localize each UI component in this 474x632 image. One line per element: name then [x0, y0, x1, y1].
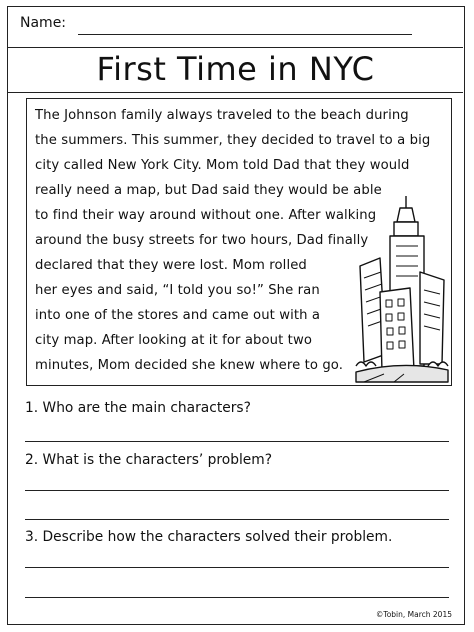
story-line: really need a map, but Dad said they would be able: [35, 183, 382, 198]
story-line: declared that they were lost. Mom rolled: [35, 258, 307, 273]
answer-line-1[interactable]: [25, 441, 449, 442]
copyright-text: ©Tobin, March 2015: [375, 610, 452, 619]
answer-line-3a[interactable]: [25, 567, 449, 568]
story-line: city called New York City. Mom told Dad that they would: [35, 158, 410, 173]
story-line: around the busy streets for two hours, Dad finally: [35, 233, 369, 248]
story-line: into one of the stores and came out with a: [35, 308, 321, 323]
worksheet-page: [7, 6, 465, 625]
story-passage: [26, 98, 452, 386]
title-bar: [8, 47, 463, 93]
story-line: The Johnson family always traveled to the beach during: [35, 108, 409, 123]
story-line: to find their way around without one. After walking: [35, 208, 377, 223]
city-buildings-icon: [354, 194, 450, 384]
question-1: 1. Who are the main characters?: [25, 400, 251, 416]
answer-line-2b[interactable]: [25, 519, 449, 520]
story-line: city map. After looking at it for about two: [35, 333, 313, 348]
story-line: the summers. This summer, they decided to travel to a big: [35, 133, 431, 148]
page-title: First Time in NYC: [96, 50, 375, 88]
question-3: 3. Describe how the characters solved their problem.: [25, 529, 393, 545]
story-line: her eyes and said, “I told you so!” She ran: [35, 283, 320, 298]
name-write-line[interactable]: [78, 34, 412, 35]
question-2: 2. What is the characters’ problem?: [25, 452, 273, 468]
name-label: Name:: [20, 15, 67, 31]
answer-line-3b[interactable]: [25, 597, 449, 598]
story-line: minutes, Mom decided she knew where to go.: [35, 358, 344, 373]
answer-line-2a[interactable]: [25, 490, 449, 491]
